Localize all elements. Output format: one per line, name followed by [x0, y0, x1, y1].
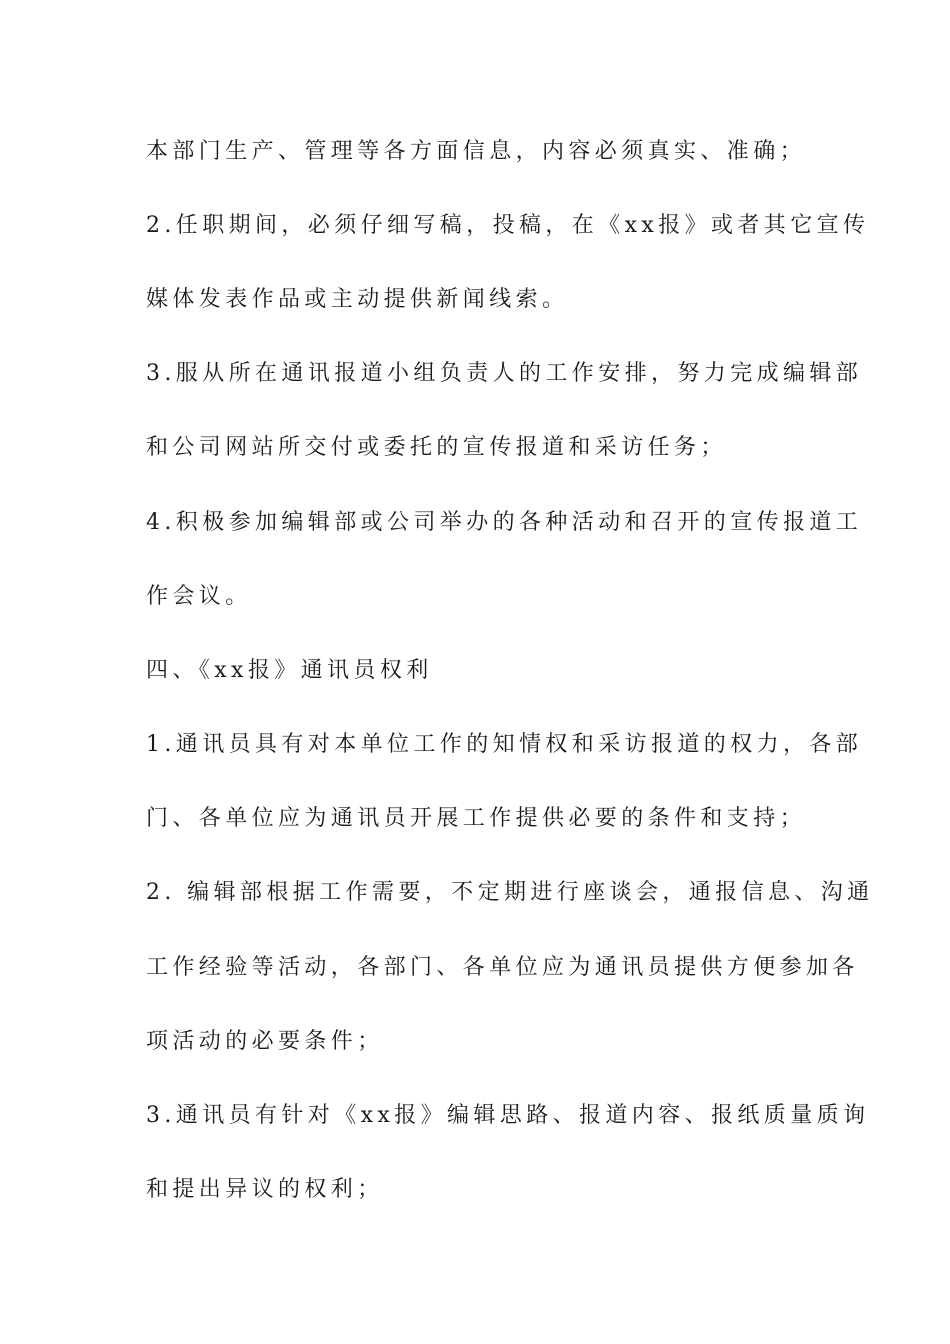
- text-line: 工作经验等活动，各部门、各单位应为通讯员提供方便参加各: [146, 955, 859, 980]
- text-line: 门、各单位应为通讯员开展工作提供必要的条件和支持；: [146, 806, 807, 831]
- text-line: 2.任职期间，必须仔细写稿，投稿，在《xx报》或者其它宣传: [146, 213, 870, 238]
- text-line: 本部门生产、管理等各方面信息，内容必须真实、准确；: [146, 139, 807, 164]
- text-line: 1.通讯员具有对本单位工作的知情权和采访报道的权力，各部: [146, 732, 863, 757]
- text-line: 媒体发表作品或主动提供新闻线索。: [146, 287, 569, 312]
- section-heading: 四、《xx报》通讯员权利: [146, 658, 433, 683]
- text-line: 项活动的必要条件；: [146, 1029, 384, 1054]
- text-line: 和公司网站所交付或委托的宣传报道和采访任务；: [146, 435, 727, 460]
- text-line: 和提出异议的权利；: [146, 1177, 384, 1202]
- text-line: 3.服从所在通讯报道小组负责人的工作安排，努力完成编辑部: [146, 361, 863, 386]
- text-line: 作会议。: [146, 584, 252, 609]
- text-line: 4.积极参加编辑部或公司举办的各种活动和召开的宣传报道工: [146, 510, 863, 535]
- text-line: 3.通讯员有针对《xx报》编辑思路、报道内容、报纸质量质询: [146, 1103, 870, 1128]
- text-line: 2. 编辑部根据工作需要，不定期进行座谈会，通报信息、沟通: [146, 880, 874, 905]
